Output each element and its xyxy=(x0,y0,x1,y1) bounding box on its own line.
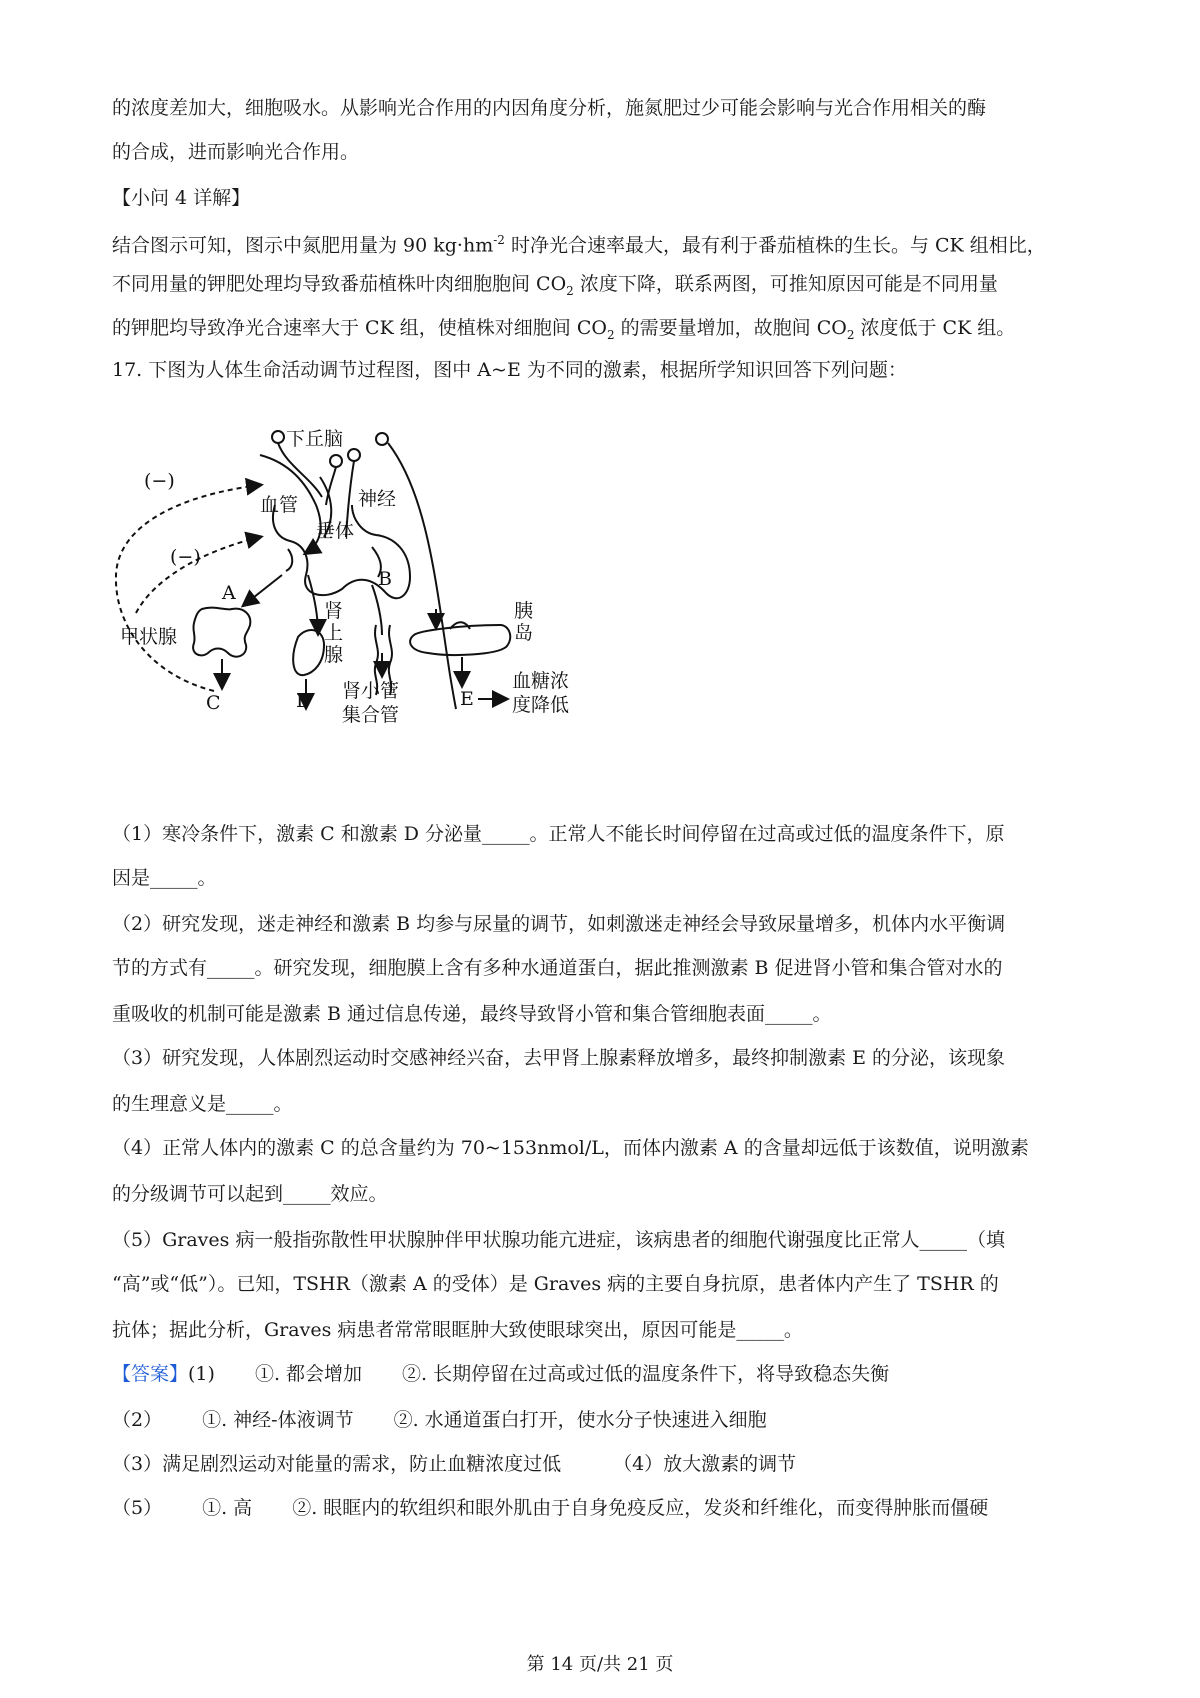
answer-number: （5） xyxy=(112,1497,163,1519)
question-3-line: 的生理意义是_____。 xyxy=(112,1093,293,1115)
thyroid-shape xyxy=(193,608,250,657)
hormone-regulation-diagram xyxy=(110,425,670,785)
text-run: 的钾肥均导致净光合速率大于 CK 组，使植株对细胞间 CO xyxy=(112,317,607,339)
paragraph-line xyxy=(112,228,1046,257)
neuron-soma xyxy=(330,455,342,467)
paragraph-line xyxy=(112,272,998,303)
arrow-to-adrenal xyxy=(308,575,318,633)
label-nerve: 神经 xyxy=(358,488,397,510)
answer-tag: 【答案】 xyxy=(112,1363,189,1385)
question-4-line: （4）正常人体内的激素 C 的总含量约为 70~153nmol/L，而体内激素 A 的含量却远低于该数值，说明激素 xyxy=(112,1137,1029,1159)
answer-part: （4）放大激素的调节 xyxy=(613,1453,797,1475)
label-thyroid: 甲状腺 xyxy=(120,626,178,648)
neuron-axon xyxy=(278,443,322,497)
superscript: -2 xyxy=(493,233,505,247)
neuron-soma xyxy=(272,431,284,443)
label-hormone-c: C xyxy=(206,692,221,714)
text-run: 浓度下降，联系两图，可推知原因可能是不同用量 xyxy=(573,273,998,295)
question-5-line: 抗体；据此分析，Graves 病患者常常眼眶肿大致使眼球突出，原因可能是_____。 xyxy=(112,1319,803,1341)
subscript: 2 xyxy=(566,283,574,298)
neuron-soma xyxy=(376,433,388,445)
question-5-line: （5）Graves 病一般指弥散性甲状腺肿伴甲状腺功能亢进症，该病患者的细胞代谢强度比正常人_____（填 xyxy=(112,1229,1005,1251)
label-islet: 岛 xyxy=(514,622,534,644)
question-1-line: （1）寒冷条件下，激素 C 和激素 D 分泌量_____。正常人不能长时间停留在过高或过低的温度条件下，原 xyxy=(112,823,1005,845)
answer-part: ①. 都会增加 xyxy=(254,1363,363,1385)
text-run: 时净光合速率最大，最有利于番茄植株的生长。与 CK 组相比， xyxy=(504,234,1046,257)
question-2-line: 节的方式有_____。研究发现，细胞膜上含有多种水通道蛋白，据此推测激素 B 促进肾小管和集合管对水的 xyxy=(112,957,1003,979)
text-run: 不同用量的钾肥处理均导致番茄植株叶肉细胞胞间 CO xyxy=(112,273,567,295)
question-17-stem: 17. 下图为人体生命活动调节过程图，图中 A~E 为不同的激素，根据所学知识回答下列问题： xyxy=(112,359,907,381)
label-adrenal: 腺 xyxy=(324,644,344,666)
label-inhibition-2: (−) xyxy=(170,546,201,568)
paragraph-line: 的合成，进而影响光合作用。 xyxy=(112,141,360,163)
label-blood-vessel: 血管 xyxy=(260,494,299,516)
answer-part: ①. 高 xyxy=(202,1497,253,1519)
nerve-to-islet xyxy=(388,443,456,709)
answer-number: (1) xyxy=(188,1363,215,1385)
answer-line-3 xyxy=(112,1452,796,1476)
label-hypothalamus: 下丘脑 xyxy=(286,428,344,450)
text-run: 的需要量增加，故胞间 CO xyxy=(614,317,847,339)
answer-line-2 xyxy=(112,1408,767,1432)
question-1-line: 因是_____。 xyxy=(112,867,217,889)
answer-line-4 xyxy=(112,1496,988,1520)
label-hormone-e: E xyxy=(460,688,474,710)
question-4-line: 的分级调节可以起到_____效应。 xyxy=(112,1183,388,1205)
answer-part: ②. 水通道蛋白打开，使水分子快速进入细胞 xyxy=(393,1409,767,1431)
label-hormone-d: D xyxy=(296,690,312,712)
answer-part: ②. 眼眶内的软组织和眼外肌由于自身免疫反应，发炎和纤维化，而变得肿胀而僵硬 xyxy=(292,1497,989,1519)
subscript: 2 xyxy=(846,327,855,342)
label-adrenal: 上 xyxy=(324,622,344,644)
section-header: 【小问 4 详解】 xyxy=(112,187,251,209)
label-renal-tubule: 肾小管 xyxy=(342,680,400,702)
text-run: 浓度低于 CK 组。 xyxy=(854,317,1016,339)
pancreas-islet-shape xyxy=(410,625,510,655)
answer-line-1 xyxy=(112,1362,889,1386)
arrow-hormone-a xyxy=(244,575,282,605)
label-blood-glucose: 血糖浓 xyxy=(512,670,570,692)
adrenal-shape xyxy=(293,630,324,675)
label-hormone-b: B xyxy=(378,568,392,590)
label-collecting-duct: 集合管 xyxy=(342,704,400,726)
subscript: 2 xyxy=(606,327,615,342)
question-2-line: （2）研究发现，迷走神经和激素 B 均参与尿量的调节，如刺激迷走神经会导致尿量增多，机体内水平衡调 xyxy=(112,913,1006,935)
answer-part: ②. 长期停留在过高或过低的温度条件下，将导致稳态失衡 xyxy=(402,1363,890,1385)
question-5-line: “高”或“低”）。已知，TSHR（激素 A 的受体）是 Graves 病的主要自身抗原，患者体内产生了 TSHR 的 xyxy=(112,1273,999,1295)
arrow-hormone-b xyxy=(372,585,382,635)
label-inhibition-1: (−) xyxy=(144,470,175,492)
page-number: 第 14 页/共 21 页 xyxy=(526,1654,674,1675)
question-3-line: （3）研究发现，人体剧烈运动时交感神经兴奋，去甲肾上腺素释放增多，最终抑制激素 E 的分泌，该现象 xyxy=(112,1047,1006,1069)
question-2-line: 重吸收的机制可能是激素 B 通过信息传递，最终导致肾小管和集合管细胞表面_____。 xyxy=(112,1003,832,1025)
label-islet: 胰 xyxy=(514,600,534,622)
label-adrenal: 肾 xyxy=(324,600,344,622)
paragraph-line: 的浓度差加大，细胞吸水。从影响光合作用的内因角度分析，施氮肥过少可能会影响与光合作用相关的酶 xyxy=(112,97,987,119)
feedback-to-hypothalamus xyxy=(116,485,260,691)
answer-part: （3）满足剧烈运动对能量的需求，防止血糖浓度过低 xyxy=(112,1453,562,1475)
text-run: 结合图示可知，图示中氮肥用量为 90 kg·hm xyxy=(112,234,494,257)
label-hormone-a: A xyxy=(222,582,236,604)
answer-number: （2） xyxy=(112,1409,163,1431)
label-blood-glucose: 度降低 xyxy=(512,694,570,716)
neuron-soma xyxy=(348,449,360,461)
answer-part: ①. 神经-体液调节 xyxy=(202,1409,354,1431)
pituitary-detail xyxy=(286,549,292,571)
neuron-axon xyxy=(326,467,336,505)
label-pituitary: 垂体 xyxy=(316,520,355,542)
paragraph-line xyxy=(112,316,1015,347)
